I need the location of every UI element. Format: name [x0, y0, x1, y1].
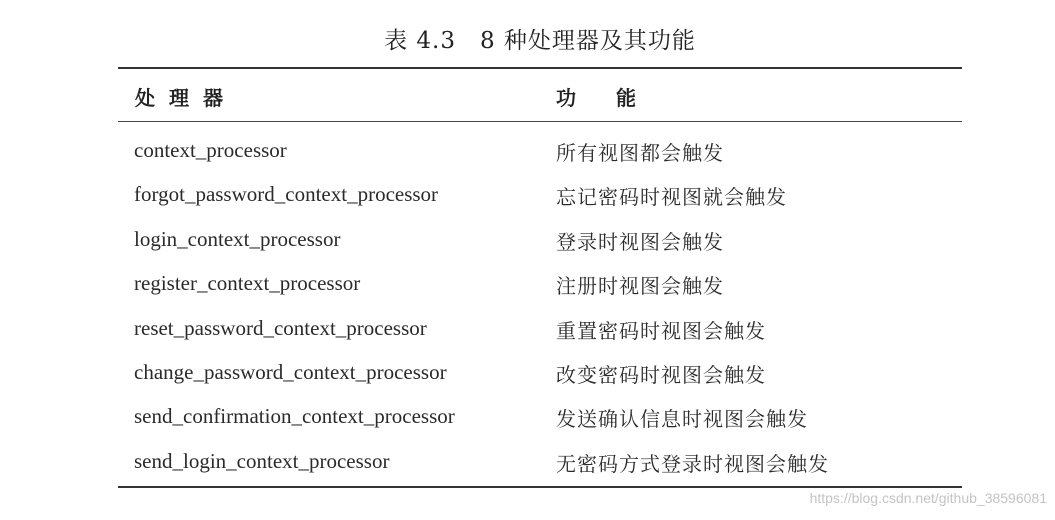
table-row [0, 267, 1055, 311]
processor-name: forgot_password_context_processor [134, 182, 439, 207]
processor-function: 无密码方式登录时视图会触发 [556, 451, 829, 476]
processor-function: 登录时视图会触发 [556, 229, 724, 254]
table-top-rule [118, 67, 962, 69]
header-function: 功能 [556, 86, 676, 110]
watermark: https://blog.csdn.net/github_38596081 [809, 490, 1047, 506]
processor-function: 改变密码时视图会触发 [556, 362, 766, 387]
processor-function: 重置密码时视图会触发 [556, 318, 766, 343]
processor-name: change_password_context_processor [134, 359, 447, 384]
table-row [0, 356, 1055, 400]
table-row [0, 445, 1055, 489]
table-row [0, 178, 1055, 222]
table-row [0, 134, 1055, 178]
table-row [0, 312, 1055, 356]
table-caption: 表 4.3 8 种处理器及其功能 [384, 28, 696, 54]
table-row [0, 223, 1055, 267]
header-processor: 处理器 [135, 86, 237, 110]
table-bottom-rule [118, 486, 962, 488]
processor-name: send_login_context_processor [134, 448, 390, 473]
table-body [0, 134, 1055, 489]
processor-name: login_context_processor [134, 226, 341, 251]
processor-function: 发送确认信息时视图会触发 [556, 407, 808, 432]
processor-name: reset_password_context_processor [134, 315, 427, 340]
processor-name: context_processor [134, 138, 287, 162]
processor-name: register_context_processor [134, 271, 361, 296]
processor-function: 所有视图都会触发 [556, 141, 724, 165]
processor-function: 忘记密码时视图就会触发 [556, 185, 787, 210]
table-header-rule [118, 121, 962, 122]
table-row [0, 400, 1055, 444]
table-header [0, 82, 1055, 112]
processor-function: 注册时视图会触发 [556, 274, 724, 299]
processor-name: send_confirmation_context_processor [134, 404, 455, 429]
